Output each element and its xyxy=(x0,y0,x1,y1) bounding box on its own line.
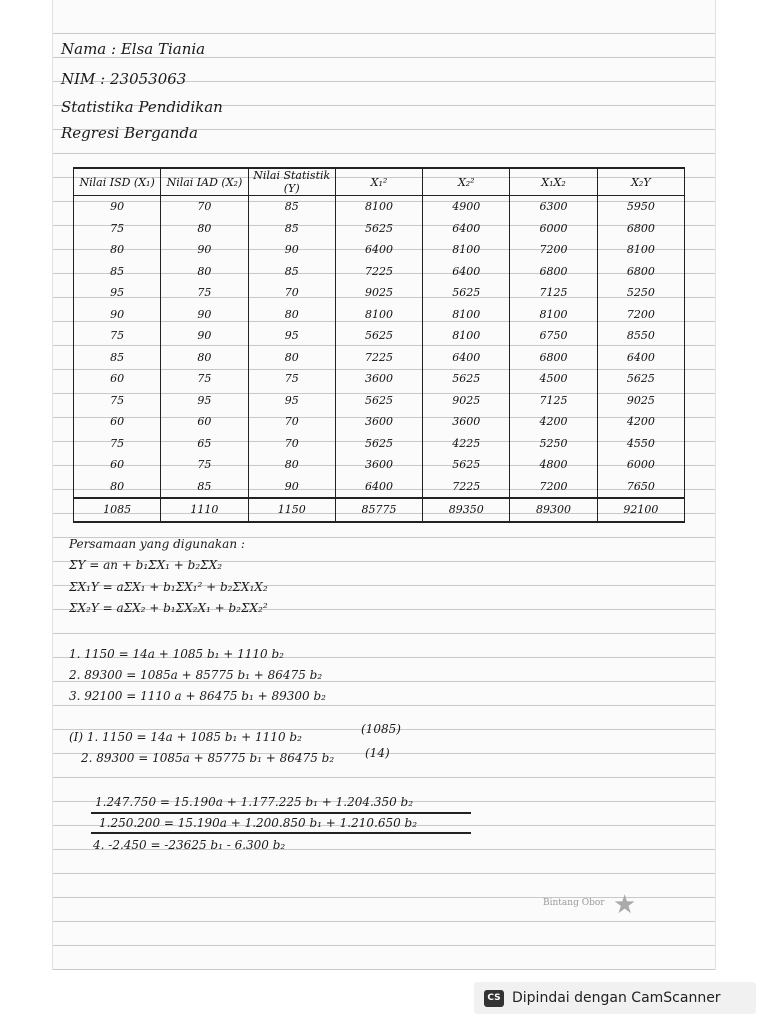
cell-x1-squared: 8100 xyxy=(335,304,422,326)
total-x2y: 92100 xyxy=(597,498,684,522)
cell-x2: 90 xyxy=(161,304,248,326)
cell-x1: 75 xyxy=(74,433,161,455)
cell-x2: 75 xyxy=(161,282,248,304)
equation-1: 1. 1150 = 14a + 1085 b₁ + 1110 b₂ xyxy=(69,647,284,661)
cell-x2-squared: 8100 xyxy=(423,304,510,326)
total-x1x2: 89300 xyxy=(510,498,597,522)
course-title: Statistika Pendidikan xyxy=(61,98,223,116)
cell-x1x2: 6800 xyxy=(510,261,597,283)
cell-x2-squared: 8100 xyxy=(423,239,510,261)
cell-x2: 80 xyxy=(161,218,248,240)
cell-x2y: 7650 xyxy=(597,476,684,499)
multiplier-1085: (1085) xyxy=(361,722,401,736)
col-header-y: Nilai Statistik (Y) xyxy=(248,168,335,196)
cell-x2-squared: 9025 xyxy=(423,390,510,412)
cell-y: 90 xyxy=(248,476,335,499)
cell-x1-squared: 3600 xyxy=(335,368,422,390)
cell-x1-squared: 3600 xyxy=(335,454,422,476)
notebook-page xyxy=(52,0,716,970)
table-row xyxy=(74,411,685,433)
formula-3: ΣX₂Y = aΣX₂ + b₁ΣX₂X₁ + b₂ΣX₂² xyxy=(69,601,268,615)
equations-heading: Persamaan yang digunakan : xyxy=(69,537,245,551)
cell-x1: 90 xyxy=(74,304,161,326)
table-row xyxy=(74,368,685,390)
camscanner-label: Dipindai dengan CamScanner xyxy=(512,990,721,1006)
calculation-line-1: 1.247.750 = 15.190a + 1.177.225 b₁ + 1.204.350 b₂ xyxy=(95,795,414,809)
cell-x1: 60 xyxy=(74,454,161,476)
paper-brand-logo: Bintang Obor xyxy=(543,898,605,908)
table-row xyxy=(74,476,685,499)
total-y: 1150 xyxy=(248,498,335,522)
cell-y: 70 xyxy=(248,433,335,455)
col-header-x2-squared: X₂² xyxy=(423,168,510,196)
total-x1-squared: 85775 xyxy=(335,498,422,522)
cell-x2y: 5950 xyxy=(597,196,684,218)
cell-x1x2: 6800 xyxy=(510,347,597,369)
cell-x2: 60 xyxy=(161,411,248,433)
cell-x1-squared: 3600 xyxy=(335,411,422,433)
cell-x2: 95 xyxy=(161,390,248,412)
cell-x2-squared: 6400 xyxy=(423,261,510,283)
cell-x1: 75 xyxy=(74,218,161,240)
cell-x1x2: 5250 xyxy=(510,433,597,455)
col-header-x1: Nilai ISD (X₁) xyxy=(74,168,161,196)
table-row xyxy=(74,390,685,412)
star-logo-icon: ★ xyxy=(613,890,637,920)
cell-x2y: 7200 xyxy=(597,304,684,326)
cell-x2: 80 xyxy=(161,261,248,283)
cell-y: 95 xyxy=(248,390,335,412)
total-x2-squared: 89350 xyxy=(423,498,510,522)
table-row xyxy=(74,282,685,304)
cell-y: 90 xyxy=(248,239,335,261)
cell-y: 80 xyxy=(248,454,335,476)
cell-x1-squared: 7225 xyxy=(335,347,422,369)
cell-x1x2: 6750 xyxy=(510,325,597,347)
cell-x1: 80 xyxy=(74,476,161,499)
divider xyxy=(91,812,471,814)
cell-x2: 80 xyxy=(161,347,248,369)
cell-x1: 95 xyxy=(74,282,161,304)
cell-y: 95 xyxy=(248,325,335,347)
table-row xyxy=(74,433,685,455)
elimination-line-1: (I) 1. 1150 = 14a + 1085 b₁ + 1110 b₂ xyxy=(69,730,302,744)
cell-x2y: 5250 xyxy=(597,282,684,304)
col-header-x2y: X₂Y xyxy=(597,168,684,196)
equation-3: 3. 92100 = 1110 a + 86475 b₁ + 89300 b₂ xyxy=(69,689,326,703)
table-row xyxy=(74,304,685,326)
cell-x1: 85 xyxy=(74,261,161,283)
table-row xyxy=(74,325,685,347)
elimination-line-2: 2. 89300 = 1085a + 85775 b₁ + 86475 b₂ xyxy=(81,751,335,765)
cell-x1x2: 7200 xyxy=(510,476,597,499)
cell-x2-squared: 8100 xyxy=(423,325,510,347)
cell-x2: 90 xyxy=(161,239,248,261)
cell-x1x2: 4200 xyxy=(510,411,597,433)
table-row xyxy=(74,261,685,283)
cell-x2: 90 xyxy=(161,325,248,347)
cell-x2y: 9025 xyxy=(597,390,684,412)
subtraction-line xyxy=(91,832,471,834)
col-header-x1x2: X₁X₂ xyxy=(510,168,597,196)
table-header-row xyxy=(74,168,685,196)
topic-title: Regresi Berganda xyxy=(61,124,198,142)
formula-1: ΣY = an + b₁ΣX₁ + b₂ΣX₂ xyxy=(69,558,222,572)
cell-x2-squared: 7225 xyxy=(423,476,510,499)
cell-x2y: 8550 xyxy=(597,325,684,347)
cell-x1x2: 4500 xyxy=(510,368,597,390)
cell-y: 85 xyxy=(248,196,335,218)
cell-x2-squared: 3600 xyxy=(423,411,510,433)
cell-x1x2: 4800 xyxy=(510,454,597,476)
calculation-line-2: 1.250.200 = 15.190a + 1.200.850 b₁ + 1.210.650 b₂ xyxy=(99,816,418,830)
formula-2: ΣX₁Y = aΣX₁ + b₁ΣX₁² + b₂ΣX₁X₂ xyxy=(69,580,268,594)
cell-x1: 85 xyxy=(74,347,161,369)
cell-x2: 70 xyxy=(161,196,248,218)
cell-x2-squared: 5625 xyxy=(423,368,510,390)
cell-x1-squared: 9025 xyxy=(335,282,422,304)
cell-x1-squared: 6400 xyxy=(335,476,422,499)
table-row xyxy=(74,347,685,369)
multiplier-14: (14) xyxy=(365,746,390,760)
cell-x2y: 4550 xyxy=(597,433,684,455)
cell-x1: 60 xyxy=(74,411,161,433)
cell-x2-squared: 5625 xyxy=(423,282,510,304)
cell-y: 80 xyxy=(248,304,335,326)
col-header-x1-squared: X₁² xyxy=(335,168,422,196)
cell-x2y: 6800 xyxy=(597,261,684,283)
col-header-x2: Nilai IAD (X₂) xyxy=(161,168,248,196)
cell-x1-squared: 7225 xyxy=(335,261,422,283)
cell-x1x2: 6000 xyxy=(510,218,597,240)
cell-x1x2: 7125 xyxy=(510,390,597,412)
cell-x1-squared: 8100 xyxy=(335,196,422,218)
cell-x1x2: 6300 xyxy=(510,196,597,218)
student-nim: NIM : 23053063 xyxy=(61,70,187,88)
cell-x2: 65 xyxy=(161,433,248,455)
total-x1: 1085 xyxy=(74,498,161,522)
cell-x2y: 8100 xyxy=(597,239,684,261)
cell-x2y: 6400 xyxy=(597,347,684,369)
equation-2: 2. 89300 = 1085a + 85775 b₁ + 86475 b₂ xyxy=(69,668,323,682)
regression-table xyxy=(73,167,685,523)
cell-x1-squared: 5625 xyxy=(335,325,422,347)
cell-x2y: 5625 xyxy=(597,368,684,390)
cell-x2-squared: 5625 xyxy=(423,454,510,476)
cell-x1: 60 xyxy=(74,368,161,390)
cell-x1-squared: 5625 xyxy=(335,433,422,455)
total-x2: 1110 xyxy=(161,498,248,522)
table-row xyxy=(74,454,685,476)
cell-x2-squared: 6400 xyxy=(423,218,510,240)
cell-y: 85 xyxy=(248,261,335,283)
cell-x2y: 6000 xyxy=(597,454,684,476)
cell-x2y: 4200 xyxy=(597,411,684,433)
camscanner-watermark xyxy=(474,982,756,1014)
calculation-result: 4. -2.450 = -23625 b₁ - 6.300 b₂ xyxy=(93,838,286,852)
cell-x1-squared: 5625 xyxy=(335,390,422,412)
camscanner-icon: CS xyxy=(484,990,504,1007)
cell-x2-squared: 4225 xyxy=(423,433,510,455)
cell-x1x2: 7125 xyxy=(510,282,597,304)
cell-y: 85 xyxy=(248,218,335,240)
cell-x1: 75 xyxy=(74,390,161,412)
cell-x2y: 6800 xyxy=(597,218,684,240)
cell-x1-squared: 6400 xyxy=(335,239,422,261)
student-name: Nama : Elsa Tiania xyxy=(61,40,206,58)
cell-y: 70 xyxy=(248,411,335,433)
cell-x2: 75 xyxy=(161,454,248,476)
cell-x1: 80 xyxy=(74,239,161,261)
table-total-row xyxy=(74,498,685,522)
cell-x2: 85 xyxy=(161,476,248,499)
cell-x1: 90 xyxy=(74,196,161,218)
cell-x1-squared: 5625 xyxy=(335,218,422,240)
cell-y: 80 xyxy=(248,347,335,369)
table-row xyxy=(74,196,685,218)
cell-y: 75 xyxy=(248,368,335,390)
cell-x1x2: 8100 xyxy=(510,304,597,326)
cell-y: 70 xyxy=(248,282,335,304)
cell-x2-squared: 4900 xyxy=(423,196,510,218)
table-row xyxy=(74,239,685,261)
cell-x2-squared: 6400 xyxy=(423,347,510,369)
cell-x1: 75 xyxy=(74,325,161,347)
table-row xyxy=(74,218,685,240)
cell-x2: 75 xyxy=(161,368,248,390)
cell-x1x2: 7200 xyxy=(510,239,597,261)
